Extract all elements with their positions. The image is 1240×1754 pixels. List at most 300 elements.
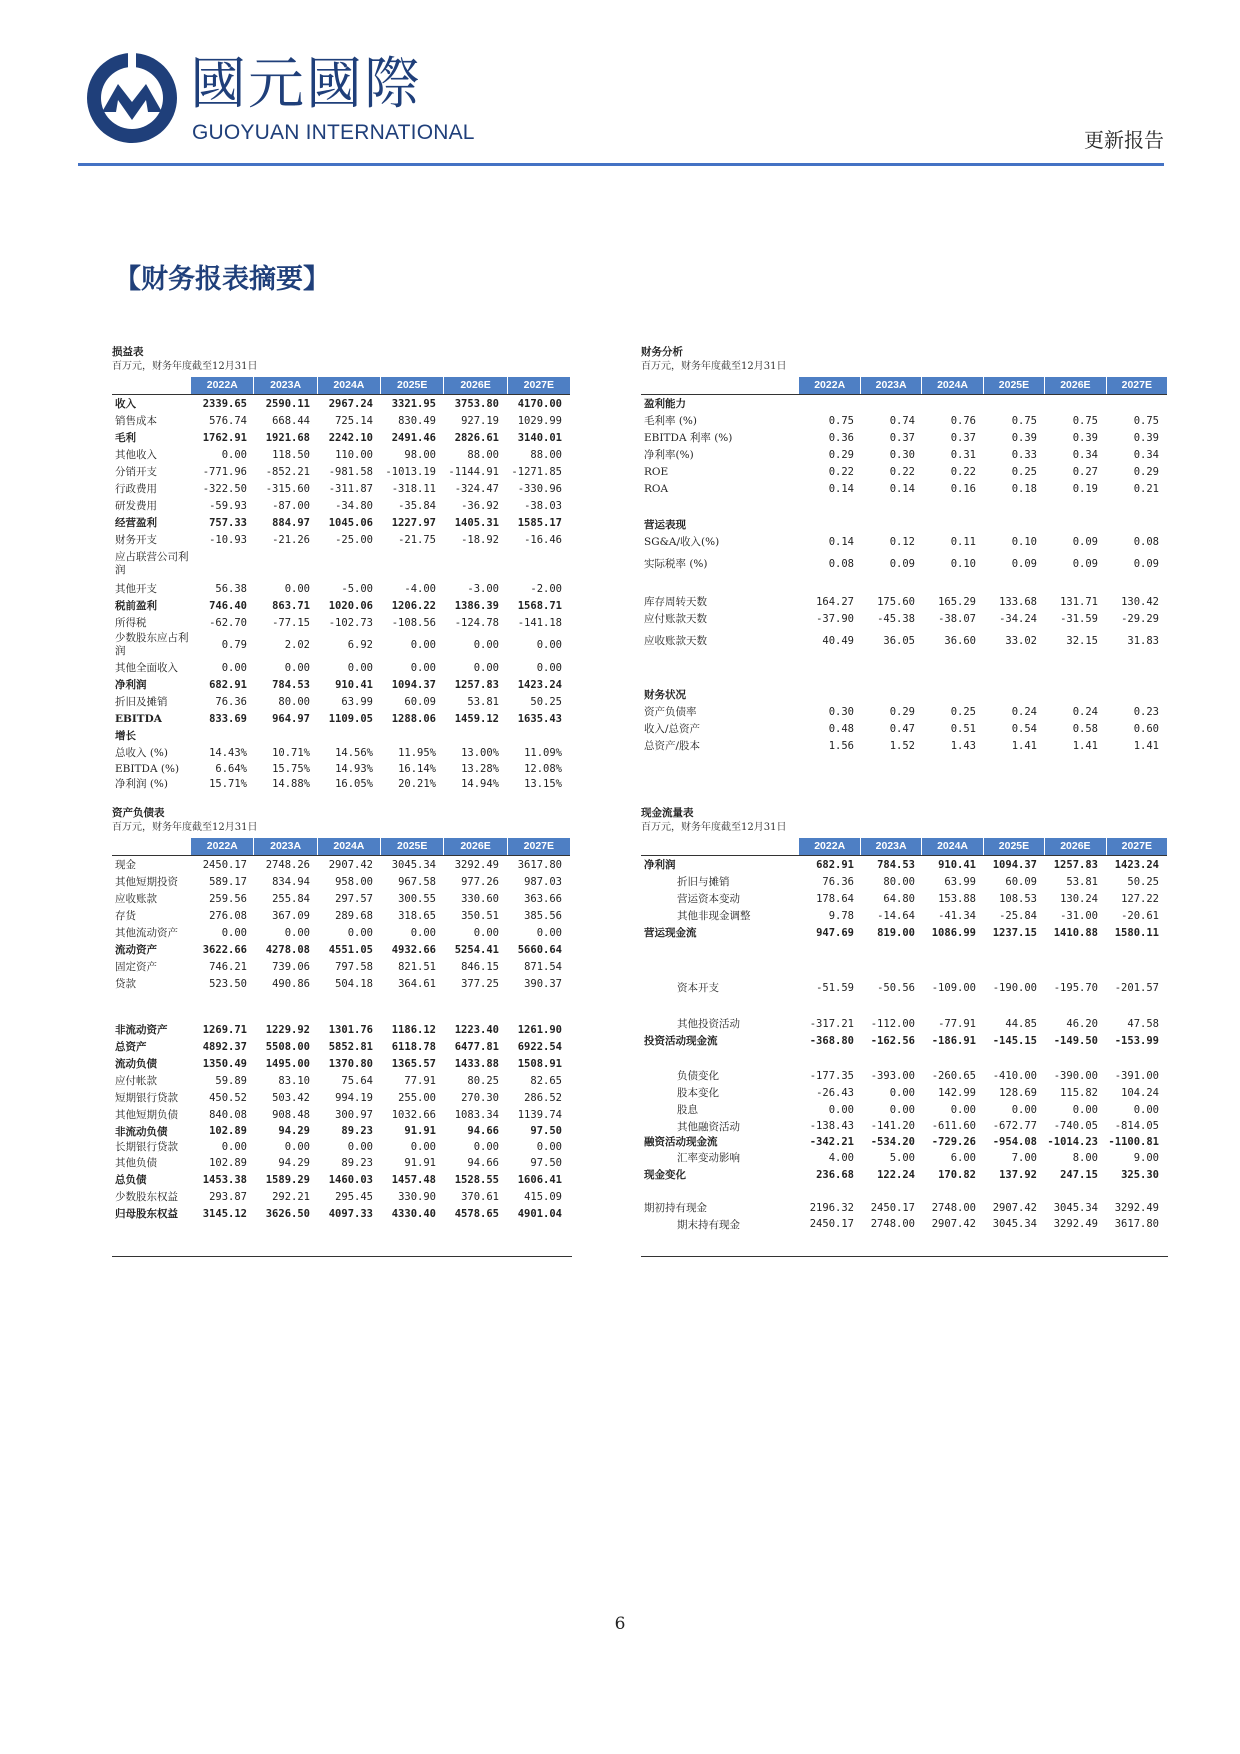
value-cell: 1288.06 bbox=[391, 712, 436, 725]
year-header-cell: 2026E bbox=[1045, 377, 1106, 394]
value-cell: 3626.50 bbox=[265, 1207, 310, 1220]
value-cell: 20.21% bbox=[398, 777, 436, 790]
value-cell: 50.25 bbox=[530, 695, 562, 708]
row-label: 研发费用 bbox=[115, 500, 157, 512]
value-cell: 2491.46 bbox=[391, 431, 436, 444]
table-row bbox=[112, 480, 570, 497]
value-cell bbox=[1106, 577, 1167, 593]
year-header-cell: 2025E bbox=[984, 838, 1045, 855]
value-cell: 0.00 bbox=[889, 1086, 915, 1099]
value-cell: 80.25 bbox=[467, 1074, 499, 1087]
value-cell: -16.46 bbox=[524, 533, 562, 546]
row-label: 应占联营公司利润 bbox=[115, 551, 189, 576]
value-cell: -31.00 bbox=[1060, 909, 1098, 922]
value-cell: 1.52 bbox=[889, 739, 915, 752]
value-cell: -149.50 bbox=[1053, 1034, 1098, 1047]
value-cell: 0.51 bbox=[950, 722, 976, 735]
value-cell: 0.22 bbox=[889, 465, 915, 478]
value-cell: 91.91 bbox=[404, 1125, 436, 1137]
value-cell: 0.23 bbox=[1133, 705, 1159, 718]
value-cell: -50.56 bbox=[877, 981, 915, 994]
value-cell: -37.90 bbox=[816, 612, 854, 625]
value-cell: 40.49 bbox=[822, 634, 854, 647]
row-label: 折旧与摊销 bbox=[677, 876, 730, 888]
value-cell: 3753.80 bbox=[454, 397, 499, 410]
value-cell: 1094.37 bbox=[992, 858, 1037, 871]
year-header-cell: 2022A bbox=[799, 838, 860, 855]
row-label: 其他开支 bbox=[115, 583, 157, 595]
value-cell: 0.00 bbox=[828, 1103, 854, 1116]
value-cell: 589.17 bbox=[209, 875, 247, 888]
table-row bbox=[112, 1171, 570, 1188]
row-label: 资本开支 bbox=[677, 982, 719, 994]
value-cell: 0.00 bbox=[410, 661, 436, 674]
table-row bbox=[112, 1154, 570, 1171]
row-label: 财务状况 bbox=[644, 689, 686, 701]
value-cell: 0.00 bbox=[410, 926, 436, 939]
value-cell: 0.74 bbox=[889, 414, 915, 427]
table-row bbox=[112, 941, 570, 958]
row-label: 盈利能力 bbox=[644, 398, 686, 410]
table-row bbox=[641, 873, 1167, 890]
value-cell: 12.08% bbox=[524, 762, 562, 775]
row-label bbox=[641, 1049, 801, 1067]
row-label: 融资活动现金流 bbox=[644, 1136, 718, 1148]
value-cell: 1410.88 bbox=[1053, 926, 1098, 939]
value-cell: 53.81 bbox=[467, 695, 499, 708]
value-cell: 82.65 bbox=[530, 1074, 562, 1087]
value-cell bbox=[255, 548, 318, 580]
value-cell: 746.21 bbox=[209, 960, 247, 973]
value-cell: 83.10 bbox=[278, 1074, 310, 1087]
value-cell: 0.00 bbox=[347, 661, 373, 674]
table-row bbox=[641, 1049, 1167, 1067]
value-cell: -34.80 bbox=[335, 499, 373, 512]
row-label: 总资产 bbox=[115, 1041, 147, 1053]
value-cell bbox=[507, 992, 570, 1021]
value-cell: 127.22 bbox=[1121, 892, 1159, 905]
table-row bbox=[641, 463, 1167, 480]
row-label: 其他流动资产 bbox=[115, 927, 178, 939]
value-cell: 1083.34 bbox=[454, 1108, 499, 1121]
value-cell: 863.71 bbox=[272, 599, 310, 612]
value-cell: 830.49 bbox=[398, 414, 436, 427]
value-cell bbox=[801, 654, 862, 686]
value-cell: 757.33 bbox=[209, 516, 247, 529]
year-header-cell: 2022A bbox=[191, 377, 254, 394]
value-cell bbox=[862, 686, 923, 703]
value-cell: 0.10 bbox=[950, 557, 976, 570]
value-cell: 0.00 bbox=[1011, 1103, 1037, 1116]
value-cell bbox=[923, 996, 984, 1015]
value-cell: 13.28% bbox=[461, 762, 499, 775]
value-cell bbox=[1045, 686, 1106, 703]
value-cell: 0.34 bbox=[1072, 448, 1098, 461]
table-unit-note: 百万元，财务年度截至12月31日 bbox=[112, 822, 258, 833]
row-label: 其他短期负债 bbox=[115, 1109, 178, 1121]
value-cell bbox=[1106, 516, 1167, 533]
value-cell: 6.64% bbox=[215, 762, 247, 775]
header-label-spacer bbox=[641, 838, 799, 855]
value-cell: 1370.80 bbox=[328, 1057, 373, 1070]
value-cell: 76.36 bbox=[822, 875, 854, 888]
row-label bbox=[112, 992, 192, 1021]
value-cell: 7.00 bbox=[1011, 1151, 1037, 1164]
value-cell: 44.85 bbox=[1005, 1017, 1037, 1030]
value-cell bbox=[444, 548, 507, 580]
value-cell: 60.09 bbox=[404, 695, 436, 708]
row-label: 长期银行贷款 bbox=[115, 1141, 178, 1153]
year-header-cell: 2023A bbox=[861, 838, 922, 855]
table-row bbox=[641, 550, 1167, 577]
value-cell: 0.00 bbox=[221, 661, 247, 674]
row-label: 应收账款天数 bbox=[644, 635, 707, 647]
value-cell: 128.69 bbox=[999, 1086, 1037, 1099]
value-cell: 0.00 bbox=[284, 661, 310, 674]
row-label bbox=[641, 941, 801, 979]
value-cell: 118.50 bbox=[272, 448, 310, 461]
value-cell bbox=[507, 727, 570, 744]
value-cell: -195.70 bbox=[1053, 981, 1098, 994]
value-cell: 0.29 bbox=[889, 705, 915, 718]
header-label-spacer bbox=[641, 377, 799, 394]
value-cell: 3321.95 bbox=[391, 397, 436, 410]
year-header-cell: 2024A bbox=[318, 838, 381, 855]
year-header-cell: 2025E bbox=[381, 838, 444, 855]
table-row bbox=[641, 1084, 1167, 1101]
value-cell bbox=[318, 548, 381, 580]
value-cell bbox=[984, 686, 1045, 703]
year-header-cell: 2024A bbox=[318, 377, 381, 394]
value-cell: 1762.91 bbox=[202, 431, 247, 444]
value-cell: 0.29 bbox=[828, 448, 854, 461]
table-row bbox=[641, 979, 1167, 996]
table-title: 现金流量表 bbox=[641, 807, 694, 819]
row-label: 贷款 bbox=[115, 978, 136, 990]
value-cell: 122.24 bbox=[877, 1168, 915, 1181]
value-cell bbox=[923, 941, 984, 979]
year-header-cell: 2022A bbox=[191, 838, 254, 855]
value-cell bbox=[801, 1049, 862, 1067]
row-label: 期初持有现金 bbox=[644, 1202, 707, 1214]
value-cell: 0.37 bbox=[950, 431, 976, 444]
value-cell: -62.70 bbox=[209, 616, 247, 629]
value-cell: 9.00 bbox=[1133, 1151, 1159, 1164]
value-cell: 0.09 bbox=[1133, 557, 1159, 570]
table-row bbox=[112, 659, 570, 676]
table-row bbox=[641, 627, 1167, 654]
value-cell: -771.96 bbox=[202, 465, 247, 478]
value-cell: 0.00 bbox=[284, 926, 310, 939]
value-cell: 1261.90 bbox=[517, 1023, 562, 1036]
value-cell: 725.14 bbox=[335, 414, 373, 427]
row-label: EBITDA (%) bbox=[115, 762, 180, 775]
value-cell: 6.92 bbox=[347, 639, 373, 651]
row-label bbox=[641, 654, 801, 686]
value-cell: 1568.71 bbox=[517, 599, 562, 612]
value-cell: -38.07 bbox=[938, 612, 976, 625]
value-cell: 63.99 bbox=[341, 695, 373, 708]
value-cell: -390.00 bbox=[1053, 1069, 1098, 1082]
value-cell: -14.64 bbox=[877, 909, 915, 922]
value-cell: 1029.99 bbox=[517, 414, 562, 427]
value-cell: 0.27 bbox=[1072, 465, 1098, 478]
table-row bbox=[641, 577, 1167, 593]
value-cell: 0.00 bbox=[536, 1140, 562, 1153]
year-header-cell: 2023A bbox=[861, 377, 922, 394]
value-cell: -324.47 bbox=[454, 482, 499, 495]
value-cell: 0.25 bbox=[950, 705, 976, 718]
value-cell bbox=[318, 992, 381, 1021]
year-header-cell: 2025E bbox=[381, 377, 444, 394]
value-cell bbox=[984, 395, 1045, 412]
value-cell: 977.26 bbox=[461, 875, 499, 888]
table-row bbox=[641, 1216, 1167, 1232]
value-cell: 385.56 bbox=[524, 909, 562, 922]
row-label: SG&A/收入(%) bbox=[644, 536, 720, 548]
value-cell: 0.58 bbox=[1072, 722, 1098, 735]
value-cell: -2.00 bbox=[530, 582, 562, 595]
brand-name-en: GUOYUAN INTERNATIONAL bbox=[192, 121, 475, 144]
value-cell: -18.92 bbox=[461, 533, 499, 546]
value-cell: -1144.91 bbox=[448, 465, 499, 478]
value-cell: -35.84 bbox=[398, 499, 436, 512]
value-cell: 0.14 bbox=[889, 482, 915, 495]
value-cell: -318.11 bbox=[391, 482, 436, 495]
year-header-cell: 2024A bbox=[922, 838, 983, 855]
value-cell: 1139.74 bbox=[517, 1108, 562, 1121]
value-cell: 5508.00 bbox=[265, 1040, 310, 1053]
table-row bbox=[641, 703, 1167, 720]
table-row bbox=[112, 1123, 570, 1139]
value-cell: -21.75 bbox=[398, 533, 436, 546]
value-cell: 1459.12 bbox=[454, 712, 499, 725]
value-cell: -38.03 bbox=[524, 499, 562, 512]
value-cell bbox=[862, 654, 923, 686]
table-title: 资产负债表 bbox=[112, 807, 165, 819]
value-cell: 164.27 bbox=[816, 595, 854, 608]
value-cell bbox=[923, 497, 984, 516]
table-row bbox=[112, 1139, 570, 1154]
value-cell: 47.58 bbox=[1127, 1017, 1159, 1030]
table-row bbox=[641, 1134, 1167, 1149]
value-cell: 2967.24 bbox=[328, 397, 373, 410]
value-cell: 363.66 bbox=[524, 892, 562, 905]
table-row bbox=[112, 776, 570, 791]
row-label: 流动资产 bbox=[115, 944, 157, 956]
row-label: EBITDA 利率 (%) bbox=[644, 432, 733, 444]
value-cell bbox=[923, 577, 984, 593]
value-cell: -740.05 bbox=[1053, 1120, 1098, 1132]
value-cell: 300.97 bbox=[335, 1108, 373, 1121]
table-row bbox=[112, 1089, 570, 1106]
table-row bbox=[112, 514, 570, 531]
value-cell bbox=[1045, 941, 1106, 979]
value-cell: 1423.24 bbox=[1114, 858, 1159, 871]
value-cell: -342.21 bbox=[809, 1135, 854, 1148]
row-label: 经营盈利 bbox=[115, 517, 157, 529]
value-cell bbox=[1045, 1049, 1106, 1067]
table-row bbox=[641, 446, 1167, 463]
value-cell: 297.57 bbox=[335, 892, 373, 905]
value-cell: 1223.40 bbox=[454, 1023, 499, 1036]
value-cell: 2748.00 bbox=[931, 1201, 976, 1214]
value-cell: 1606.41 bbox=[517, 1173, 562, 1186]
value-cell: 367.09 bbox=[272, 909, 310, 922]
value-cell: 3292.49 bbox=[1114, 1201, 1159, 1214]
value-cell: 15.71% bbox=[209, 777, 247, 790]
value-cell: 0.75 bbox=[1011, 414, 1037, 427]
value-cell: -672.77 bbox=[992, 1120, 1037, 1132]
row-label: 股本变化 bbox=[677, 1087, 719, 1099]
value-cell: 0.47 bbox=[889, 722, 915, 735]
row-label: 净利润 bbox=[115, 679, 147, 691]
value-cell: 350.51 bbox=[461, 909, 499, 922]
value-cell bbox=[801, 516, 862, 533]
row-label: 营运表现 bbox=[644, 519, 686, 531]
row-label: 应收账款 bbox=[115, 893, 157, 905]
row-label: 销售成本 bbox=[115, 415, 157, 427]
row-label: 其他收入 bbox=[115, 449, 157, 461]
table-row bbox=[641, 1101, 1167, 1118]
table-row bbox=[112, 548, 570, 580]
value-cell: 0.39 bbox=[1072, 431, 1098, 444]
value-cell: 1423.24 bbox=[517, 678, 562, 691]
value-cell: 10.71% bbox=[272, 746, 310, 759]
value-cell: 1508.91 bbox=[517, 1057, 562, 1070]
value-cell bbox=[862, 577, 923, 593]
row-label: 现金 bbox=[115, 859, 136, 871]
row-label: ROE bbox=[644, 465, 669, 478]
value-cell: 2748.00 bbox=[870, 1218, 915, 1230]
row-label: EBITDA bbox=[115, 712, 162, 725]
table-row bbox=[112, 693, 570, 710]
value-cell bbox=[984, 941, 1045, 979]
value-cell: 0.00 bbox=[410, 1140, 436, 1153]
value-cell bbox=[1106, 686, 1167, 703]
value-cell: 1460.03 bbox=[328, 1173, 373, 1186]
value-cell: 178.64 bbox=[816, 892, 854, 905]
value-cell: 1386.39 bbox=[454, 599, 499, 612]
row-label: 资产负债率 bbox=[644, 706, 697, 718]
table-row bbox=[641, 907, 1167, 924]
value-cell: 0.37 bbox=[889, 431, 915, 444]
value-cell bbox=[381, 992, 444, 1021]
row-label: 分销开支 bbox=[115, 466, 157, 478]
value-cell: 967.58 bbox=[398, 875, 436, 888]
value-cell: 0.00 bbox=[473, 639, 499, 651]
table-row bbox=[112, 727, 570, 744]
value-cell bbox=[1106, 941, 1167, 979]
value-cell bbox=[1106, 1049, 1167, 1067]
value-cell: 0.75 bbox=[1133, 414, 1159, 427]
table-row bbox=[641, 516, 1167, 533]
table-row bbox=[112, 1021, 570, 1038]
year-header-row bbox=[112, 377, 570, 394]
row-label: 净利润 (%) bbox=[115, 778, 169, 790]
value-cell: 4278.08 bbox=[265, 943, 310, 956]
value-cell: 1453.38 bbox=[202, 1173, 247, 1186]
value-cell: 14.88% bbox=[272, 777, 310, 790]
row-label: 期末持有现金 bbox=[677, 1218, 740, 1231]
value-cell: -1100.81 bbox=[1108, 1135, 1159, 1148]
table-row bbox=[112, 446, 570, 463]
financial-table-body bbox=[112, 856, 570, 1222]
value-cell: 377.25 bbox=[461, 977, 499, 990]
row-label: 增长 bbox=[115, 730, 136, 742]
value-cell: -330.96 bbox=[517, 482, 562, 495]
value-cell: 0.12 bbox=[889, 535, 915, 548]
table-unit-note: 百万元，财务年度截至12月31日 bbox=[112, 361, 258, 372]
value-cell: 0.24 bbox=[1072, 705, 1098, 718]
value-cell: 1206.22 bbox=[391, 599, 436, 612]
row-label: 少数股东应占利润 bbox=[115, 632, 189, 657]
row-label: 非流动资产 bbox=[115, 1024, 168, 1036]
value-cell: -112.00 bbox=[870, 1017, 915, 1030]
value-cell: -77.91 bbox=[938, 1017, 976, 1030]
value-cell: 0.00 bbox=[1072, 1103, 1098, 1116]
value-cell bbox=[984, 497, 1045, 516]
table-row bbox=[112, 1106, 570, 1123]
value-cell bbox=[1045, 996, 1106, 1015]
value-cell: 2242.10 bbox=[328, 431, 373, 444]
row-label: 流动负债 bbox=[115, 1058, 157, 1070]
value-cell: 31.83 bbox=[1127, 634, 1159, 647]
value-cell: 576.74 bbox=[209, 414, 247, 427]
value-cell: 0.33 bbox=[1011, 448, 1037, 461]
value-cell: -141.20 bbox=[870, 1120, 915, 1132]
value-cell bbox=[255, 727, 318, 744]
value-cell: -21.26 bbox=[272, 533, 310, 546]
year-header-cell: 2023A bbox=[254, 377, 317, 394]
value-cell: 94.66 bbox=[467, 1156, 499, 1169]
table-row bbox=[641, 1015, 1167, 1032]
value-cell: 3622.66 bbox=[202, 943, 247, 956]
row-label: 营运资本变动 bbox=[677, 893, 740, 905]
year-header-row bbox=[641, 838, 1167, 855]
value-cell: 0.30 bbox=[828, 705, 854, 718]
value-cell: 0.09 bbox=[1072, 535, 1098, 548]
value-cell: 390.37 bbox=[524, 977, 562, 990]
table-row bbox=[641, 1032, 1167, 1049]
row-label: 存货 bbox=[115, 910, 136, 922]
value-cell: 33.02 bbox=[1005, 634, 1037, 647]
value-cell: 2450.17 bbox=[202, 858, 247, 871]
value-cell: 821.51 bbox=[398, 960, 436, 973]
value-cell bbox=[1106, 654, 1167, 686]
value-cell: 0.00 bbox=[950, 1103, 976, 1116]
value-cell: 104.24 bbox=[1121, 1086, 1159, 1099]
value-cell: 0.31 bbox=[950, 448, 976, 461]
value-cell: -153.99 bbox=[1114, 1034, 1159, 1047]
table-row bbox=[641, 1118, 1167, 1134]
table-row bbox=[112, 1072, 570, 1089]
value-cell bbox=[862, 395, 923, 412]
financial-table-body bbox=[112, 395, 570, 791]
value-cell: 1.43 bbox=[950, 739, 976, 752]
report-type-label: 更新报告 bbox=[1084, 128, 1164, 152]
row-label: 负债变化 bbox=[677, 1070, 719, 1082]
row-label: 汇率变动影响 bbox=[677, 1152, 740, 1164]
table-row bbox=[112, 429, 570, 446]
value-cell: 1186.12 bbox=[391, 1023, 436, 1036]
value-cell: -311.87 bbox=[328, 482, 373, 495]
value-cell: 0.00 bbox=[473, 926, 499, 939]
value-cell: 910.41 bbox=[335, 678, 373, 691]
table-row bbox=[112, 676, 570, 693]
value-cell: -1271.85 bbox=[511, 465, 562, 478]
value-cell bbox=[862, 941, 923, 979]
